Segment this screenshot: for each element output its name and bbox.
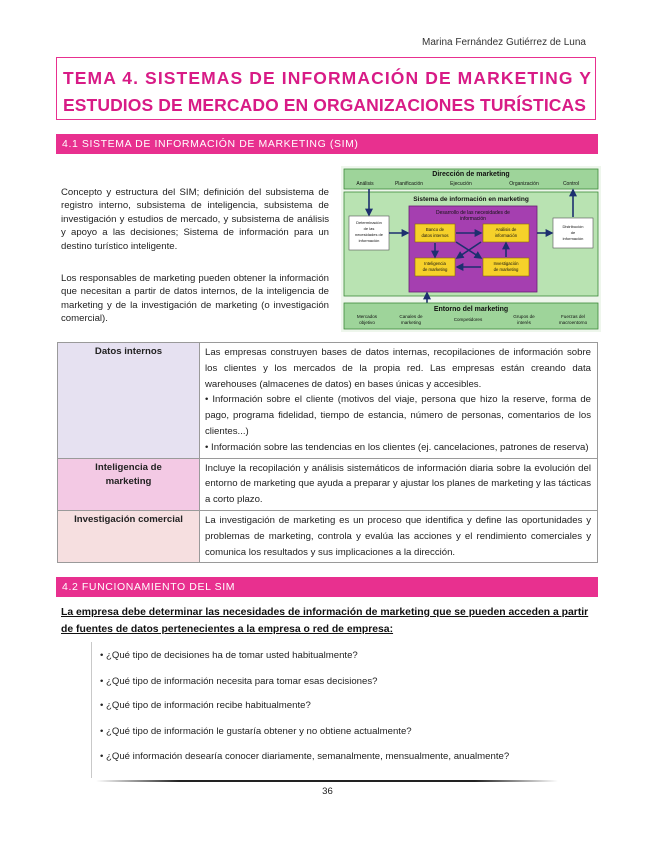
sim-components-table xyxy=(57,342,598,563)
page-number: 36 xyxy=(322,786,333,797)
table-row xyxy=(58,343,598,459)
section-heading-functioning: 4.2 FUNCIONAMIENTO DEL SIM xyxy=(56,577,598,597)
row-text-internal-data xyxy=(200,343,598,459)
environment-title: Entorno del marketing xyxy=(433,306,509,313)
row-header-research: Investigación comercial xyxy=(58,510,200,562)
footer-divider xyxy=(96,780,558,782)
intelligence-label-2: de marketing xyxy=(422,267,448,272)
needs-label-4: información xyxy=(358,238,380,243)
development-title-2: información xyxy=(460,216,486,222)
bottom-item-groups-1: Grupos de xyxy=(513,314,535,319)
internal-data-bullet-2: • Información sobre las tendencias en los clientes (ej. cancelaciones, patrones de reserva) xyxy=(205,441,589,453)
needs-label-1: Determinación xyxy=(356,220,382,225)
table-row xyxy=(58,510,598,562)
sim-diagram xyxy=(341,166,601,332)
author-name: Marina Fernández Gutiérrez de Luna xyxy=(422,37,586,48)
internal-data-label-2: datos internos xyxy=(421,233,449,238)
chapter-title-box xyxy=(56,57,596,120)
bottom-item-markets-1: Mercados xyxy=(356,314,378,319)
bottom-item-channels-1: Canales de xyxy=(399,314,423,319)
development-title-1: Desarrollo de las necesidades de xyxy=(436,210,510,216)
row-header-internal-data: Datos internos xyxy=(58,343,200,459)
bottom-item-markets-2: objetivo xyxy=(359,320,375,325)
top-item-control: Control xyxy=(562,181,580,187)
internal-data-bullet-1: • Información sobre el cliente (motivos del viaje, persona que hizo la reserve, forma de pago, programa fidelidad, tiempo de estancia, número de personas, comentarios de los clientes...) xyxy=(205,394,591,437)
intelligence-label-1: Inteligencia xyxy=(424,261,446,266)
internal-data-intro: Las empresas construyen bases de datos internas, recopilaciones de información sobre los clientes y los mercados de la propia red. Las empresas están creando data warehouses (almacenes de datos) en bases únicas y accesibles. xyxy=(205,347,591,390)
bottom-item-groups-2: interés xyxy=(517,320,531,325)
market-analysis-label-2: información xyxy=(494,233,518,238)
needs-label-2: de las xyxy=(363,226,375,231)
row-text-research: La investigación de marketing es un proceso que identifica y define las oportunidades y problemas de marketing, controla y evalúa las acciones y el rendimiento comerciales y comunica los resultados y sus implicaciones a la dirección. xyxy=(200,510,598,562)
bottom-item-forces-1: Fuerzas del xyxy=(560,314,586,319)
research-label-2: de marketing xyxy=(493,267,519,272)
intro-paragraph-2: Los responsables de marketing pueden obtener la información que necesitan a partir de datos internos, de la inteligencia de marketing y de la investigación de marketing (o investigación comercial). xyxy=(61,273,329,325)
intelligence-header-line-1: Inteligencia de xyxy=(95,461,162,473)
intro-paragraph-1: Concepto y estructura del SIM; definición del subsistema de registro interno, subsistema de inteligencia, subsistema de investigación y estudios de mercado, y subsistema de análisis y apoyo a las decisiones; Sistema de información para un destino turístico inteligente. xyxy=(61,187,329,252)
direction-title: Dirección de marketing xyxy=(432,171,510,178)
table-row xyxy=(58,458,598,510)
section-heading-sim: 4.1 SISTEMA DE INFORMACIÓN DE MARKETING (SIM) xyxy=(56,134,598,154)
bottom-item-forces-2: macroentorno xyxy=(558,320,588,325)
top-item-organization: Organización xyxy=(509,181,539,187)
row-header-intelligence xyxy=(58,458,200,510)
market-analysis-label-1: Análisis de xyxy=(495,227,517,232)
intelligence-header-line-2: marketing xyxy=(105,475,152,487)
list-item: • ¿Qué tipo de decisiones ha de tomar usted habitualmente? xyxy=(100,650,358,661)
bottom-item-competitors: Competidores xyxy=(453,317,483,322)
top-item-analysis: Análisis xyxy=(356,181,374,187)
distribution-label-1: Distribución xyxy=(562,224,584,229)
internal-data-label-1: Banco de xyxy=(425,227,445,232)
bottom-item-channels-2: marketing xyxy=(400,320,422,325)
list-item: • ¿Qué tipo de información le gustaría obtener y no obtiene actualmente? xyxy=(100,726,412,737)
list-item: • ¿Qué tipo de información necesita para tomar esas decisiones? xyxy=(100,676,378,687)
list-item: • ¿Qué tipo de información recibe habitualmente? xyxy=(100,700,311,711)
distribution-label-2: de xyxy=(570,230,576,235)
section2-subheading: La empresa debe determinar las necesidades de información de marketing que se pueden acceden a partir de fuentes de datos pertenecientes a la empresa o red de empresa: xyxy=(61,607,589,635)
system-title: Sistema de información en marketing xyxy=(413,196,529,203)
needs-label-3: necesidades de xyxy=(354,232,384,237)
row-text-intelligence: Incluye la recopilación y análisis sistemáticos de información diaria sobre la evolución del entorno de marketing que ayuda a preparar y ajustar los planes de marketing y las tácticas a corto plazo. xyxy=(200,458,598,510)
distribution-label-3: información xyxy=(562,236,584,241)
list-item: • ¿Qué información desearía conocer diariamente, semanalmente, mensualmente, anualmente? xyxy=(100,751,510,762)
question-list xyxy=(91,642,561,778)
top-item-planning: Planificación xyxy=(394,181,424,187)
research-label-1: Investigación xyxy=(493,261,519,266)
chapter-title-line-2: ESTUDIOS DE MERCADO EN ORGANIZACIONES TURÍSTICAS xyxy=(63,95,587,115)
top-item-execution: Ejecución xyxy=(450,181,472,187)
chapter-title-line-1: TEMA 4. SISTEMAS DE INFORMACIÓN DE MARKETING Y xyxy=(63,68,592,88)
